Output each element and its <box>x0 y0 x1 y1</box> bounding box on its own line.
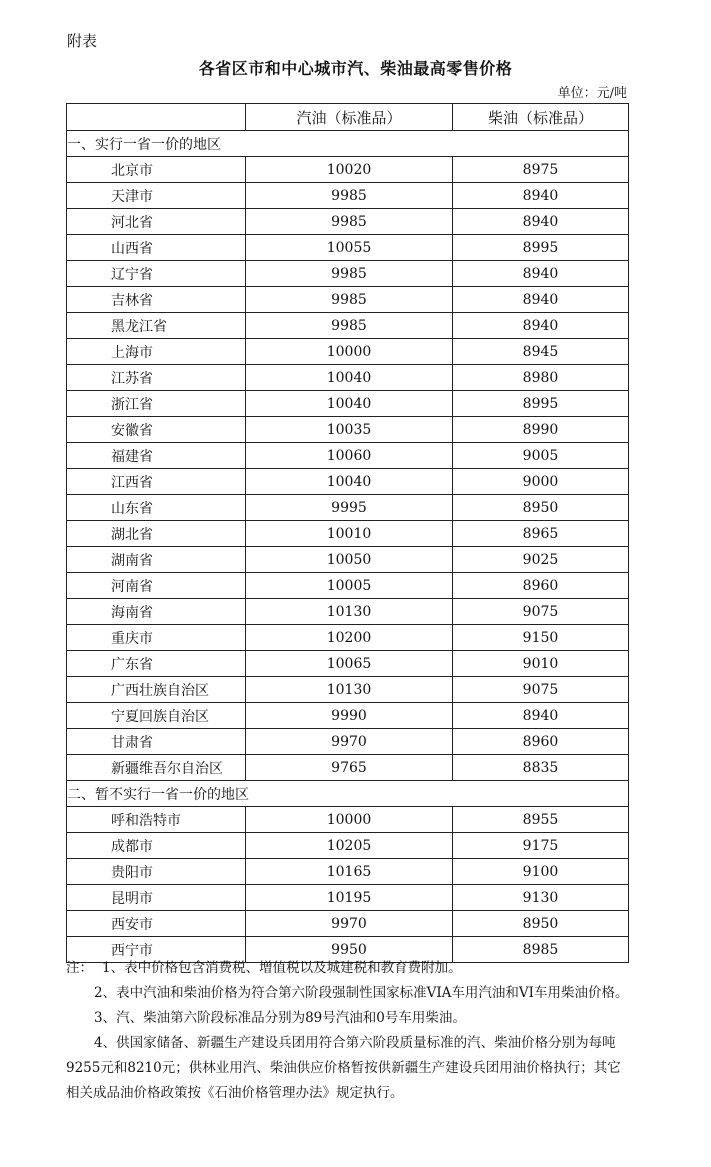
table-row <box>67 313 629 339</box>
region-cell: 浙江省 <box>67 391 246 417</box>
region-cell: 福建省 <box>67 443 246 469</box>
table-header-row <box>67 104 629 131</box>
diesel-price-cell: 8945 <box>453 339 629 365</box>
gasoline-price-cell: 10165 <box>246 859 453 885</box>
diesel-price-cell: 9130 <box>453 885 629 911</box>
region-cell: 贵阳市 <box>67 859 246 885</box>
diesel-price-cell: 8955 <box>453 807 629 833</box>
gasoline-price-cell: 10040 <box>246 391 453 417</box>
diesel-price-cell: 9010 <box>453 651 629 677</box>
region-cell: 上海市 <box>67 339 246 365</box>
diesel-price-cell: 9025 <box>453 547 629 573</box>
region-cell: 广西壮族自治区 <box>67 677 246 703</box>
table-row <box>67 339 629 365</box>
table-row <box>67 885 629 911</box>
region-cell: 河北省 <box>67 209 246 235</box>
gasoline-price-cell: 9950 <box>246 937 453 963</box>
region-cell: 西安市 <box>67 911 246 937</box>
region-cell: 天津市 <box>67 183 246 209</box>
gasoline-price-cell: 9985 <box>246 287 453 313</box>
diesel-price-cell: 8965 <box>453 521 629 547</box>
section-row <box>67 781 629 807</box>
diesel-price-cell: 8985 <box>453 937 629 963</box>
region-cell: 新疆维吾尔自治区 <box>67 755 246 781</box>
gasoline-price-cell: 10065 <box>246 651 453 677</box>
table-row <box>67 157 629 183</box>
region-cell: 重庆市 <box>67 625 246 651</box>
diesel-price-cell: 8995 <box>453 235 629 261</box>
diesel-price-cell: 8940 <box>453 183 629 209</box>
diesel-price-cell: 9150 <box>453 625 629 651</box>
note-3: 3、汽、柴油第六阶段标准品分别为89号汽油和0号车用柴油。 <box>94 1010 466 1026</box>
table-row <box>67 183 629 209</box>
table-row <box>67 599 629 625</box>
diesel-price-cell: 9175 <box>453 833 629 859</box>
region-cell: 湖北省 <box>67 521 246 547</box>
diesel-price-cell: 9005 <box>453 443 629 469</box>
gasoline-price-cell: 10200 <box>246 625 453 651</box>
note-1 <box>66 956 632 981</box>
region-cell: 安徽省 <box>67 417 246 443</box>
table-row <box>67 833 629 859</box>
section-label: 二、暂不实行一省一价的地区 <box>67 781 629 807</box>
region-cell: 吉林省 <box>67 287 246 313</box>
diesel-price-cell: 9000 <box>453 469 629 495</box>
table-row <box>67 573 629 599</box>
gasoline-price-cell: 10035 <box>246 417 453 443</box>
header-region <box>67 104 246 131</box>
diesel-price-cell: 8980 <box>453 365 629 391</box>
table-row <box>67 859 629 885</box>
table-row <box>67 495 629 521</box>
diesel-price-cell: 8975 <box>453 157 629 183</box>
gasoline-price-cell: 10130 <box>246 677 453 703</box>
diesel-price-cell: 8960 <box>453 729 629 755</box>
table-row <box>67 417 629 443</box>
diesel-price-cell: 8835 <box>453 755 629 781</box>
table-row <box>67 729 629 755</box>
region-cell: 昆明市 <box>67 885 246 911</box>
table-row <box>67 625 629 651</box>
diesel-price-cell: 8940 <box>453 313 629 339</box>
gasoline-price-cell: 10130 <box>246 599 453 625</box>
table-row <box>67 521 629 547</box>
diesel-price-cell: 8940 <box>453 209 629 235</box>
region-cell: 湖南省 <box>67 547 246 573</box>
unit-label: 单位：元/吨 <box>557 86 627 101</box>
region-cell: 成都市 <box>67 833 246 859</box>
region-cell: 辽宁省 <box>67 261 246 287</box>
gasoline-price-cell: 9985 <box>246 183 453 209</box>
table-row <box>67 755 629 781</box>
diesel-price-cell: 8950 <box>453 495 629 521</box>
gasoline-price-cell: 10010 <box>246 521 453 547</box>
table-row <box>67 443 629 469</box>
note-text: 1、表中价格包含消费税、增值税以及城建税和教育费附加。 <box>102 960 462 976</box>
region-cell: 江西省 <box>67 469 246 495</box>
note-4: 4、供国家储备、新疆生产建设兵团用符合第六阶段质量标准的汽、柴油价格分别为每吨9255元和8210元；供林业用汽、柴油供应价格暂按供新疆生产建设兵团用油价格执行；其它相关成品油价格政策按《石油价格管理办法》规定执行。 <box>66 1035 621 1101</box>
diesel-price-cell: 8960 <box>453 573 629 599</box>
table-body <box>67 131 629 963</box>
region-cell: 呼和浩特市 <box>67 807 246 833</box>
section-row <box>67 131 629 157</box>
gasoline-price-cell: 10055 <box>246 235 453 261</box>
gasoline-price-cell: 9990 <box>246 703 453 729</box>
table-row <box>67 391 629 417</box>
table-row <box>67 911 629 937</box>
appendix-label: 附表 <box>67 32 98 50</box>
region-cell: 江苏省 <box>67 365 246 391</box>
region-cell: 山西省 <box>67 235 246 261</box>
gasoline-price-cell: 10050 <box>246 547 453 573</box>
diesel-price-cell: 8940 <box>453 703 629 729</box>
diesel-price-cell: 9100 <box>453 859 629 885</box>
region-cell: 海南省 <box>67 599 246 625</box>
header-diesel: 柴油（标准品） <box>453 104 629 131</box>
gasoline-price-cell: 10060 <box>246 443 453 469</box>
gasoline-price-cell: 9985 <box>246 313 453 339</box>
table-row <box>67 365 629 391</box>
page-title: 各省区市和中心城市汽、柴油最高零售价格 <box>198 59 513 78</box>
diesel-price-cell: 9075 <box>453 677 629 703</box>
table-row <box>67 209 629 235</box>
gasoline-price-cell: 9995 <box>246 495 453 521</box>
gasoline-price-cell: 10005 <box>246 573 453 599</box>
price-table <box>66 103 629 963</box>
gasoline-price-cell: 9970 <box>246 729 453 755</box>
header-gasoline: 汽油（标准品） <box>246 104 453 131</box>
table-row <box>67 261 629 287</box>
table-row <box>67 807 629 833</box>
region-cell: 北京市 <box>67 157 246 183</box>
gasoline-price-cell: 9985 <box>246 209 453 235</box>
region-cell: 山东省 <box>67 495 246 521</box>
gasoline-price-cell: 10020 <box>246 157 453 183</box>
table-row <box>67 547 629 573</box>
section-label: 一、实行一省一价的地区 <box>67 131 629 157</box>
gasoline-price-cell: 10040 <box>246 469 453 495</box>
gasoline-price-cell: 9765 <box>246 755 453 781</box>
gasoline-price-cell: 10040 <box>246 365 453 391</box>
region-cell: 黑龙江省 <box>67 313 246 339</box>
region-cell: 河南省 <box>67 573 246 599</box>
notes <box>66 956 632 1106</box>
note-2: 2、表中汽油和柴油价格为符合第六阶段强制性国家标准VIA车用汽油和VI车用柴油价格。 <box>94 985 629 1001</box>
table-row <box>67 287 629 313</box>
notes-prefix: 注： <box>66 960 93 976</box>
region-cell: 宁夏回族自治区 <box>67 703 246 729</box>
diesel-price-cell: 8995 <box>453 391 629 417</box>
region-cell: 广东省 <box>67 651 246 677</box>
region-cell: 甘肃省 <box>67 729 246 755</box>
gasoline-price-cell: 10205 <box>246 833 453 859</box>
gasoline-price-cell: 10195 <box>246 885 453 911</box>
gasoline-price-cell: 10000 <box>246 339 453 365</box>
region-cell: 西宁市 <box>67 937 246 963</box>
diesel-price-cell: 8950 <box>453 911 629 937</box>
table-row <box>67 469 629 495</box>
table-row <box>67 703 629 729</box>
gasoline-price-cell: 9970 <box>246 911 453 937</box>
gasoline-price-cell: 9985 <box>246 261 453 287</box>
table-row <box>67 235 629 261</box>
table-row <box>67 677 629 703</box>
diesel-price-cell: 9075 <box>453 599 629 625</box>
table-row <box>67 651 629 677</box>
gasoline-price-cell: 10000 <box>246 807 453 833</box>
diesel-price-cell: 8940 <box>453 261 629 287</box>
diesel-price-cell: 8990 <box>453 417 629 443</box>
diesel-price-cell: 8940 <box>453 287 629 313</box>
